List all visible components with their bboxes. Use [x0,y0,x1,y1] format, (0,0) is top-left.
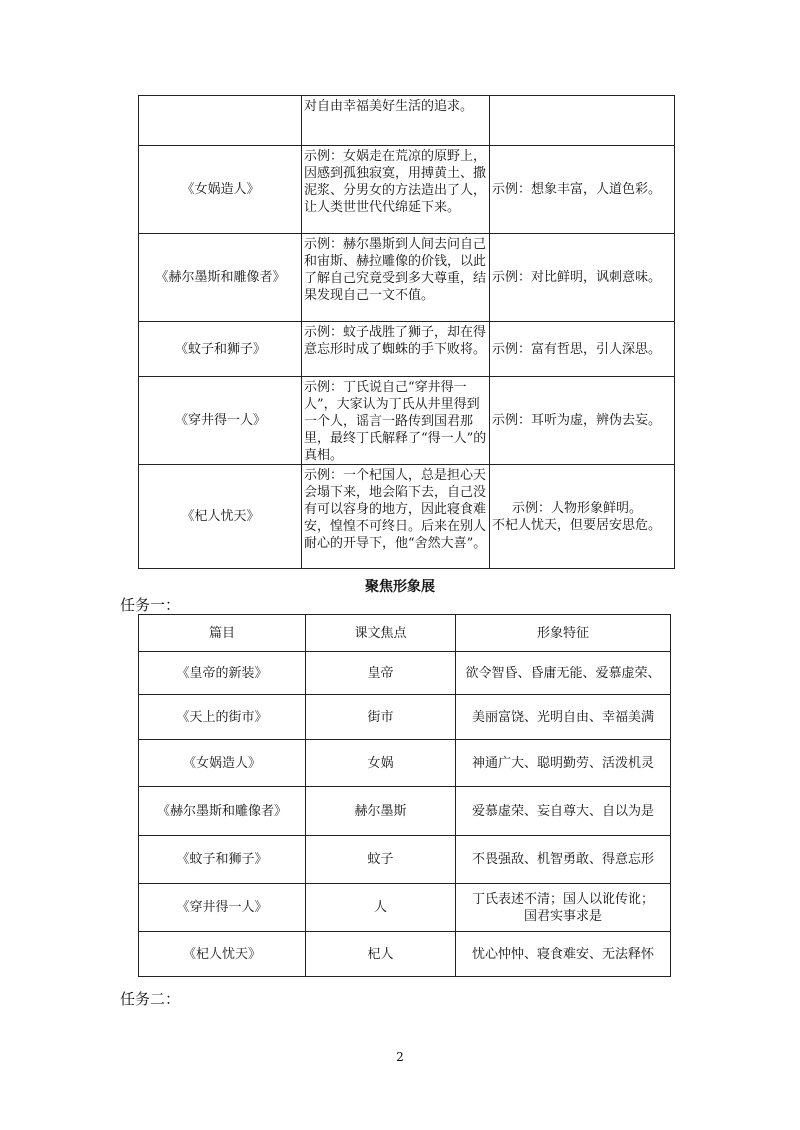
column-header: 篇目 [139,615,306,652]
trait-cell: 神通广大、聪明勤劳、活泼机灵 [456,740,671,787]
focus-cell: 街市 [306,695,456,740]
table-row [139,377,675,465]
trait-cell: 忧心忡忡、寝食难安、无法释怀 [456,932,671,977]
column-header: 形象特征 [456,615,671,652]
title-cell: 《杞人忧天》 [139,932,306,977]
table-row [139,234,675,322]
focus-cell: 赫尔墨斯 [306,787,456,836]
story-feature-cell [490,465,675,569]
table-row [139,884,671,932]
focus-cell: 女娲 [306,740,456,787]
feature-line: 不杞人忧天，但要居安思危。 [492,517,662,533]
column-header: 课文焦点 [306,615,456,652]
table-row [139,322,675,377]
story-title-cell: 《女娲造人》 [139,146,302,234]
story-title-cell: 《蚊子和狮子》 [139,322,302,377]
trait-line: 丁氏表述不清；国人以讹传讹； [471,891,654,907]
story-feature-cell: 示例：对比鲜明，讽刺意味。 [490,234,675,322]
story-content-cell: 示例：女娲走在荒凉的原野上，因感到孤独寂寞，用搏黄土、撒泥浆、分男女的方法造出了人，让人类世世代代绵延下来。 [302,146,490,234]
trait-cell: 爱慕虚荣、妄自尊大、自以为是 [456,787,671,836]
table-row [139,836,671,884]
title-cell: 《赫尔墨斯和雕像者》 [139,787,306,836]
story-title-cell: 《杞人忧天》 [139,465,302,569]
table-row [139,652,671,695]
focus-cell: 人 [306,884,456,932]
section-title: 聚焦形象展 [365,579,435,595]
trait-line: 国君实事求是 [523,908,602,924]
image-traits-table [138,614,671,977]
focus-cell: 杞人 [306,932,456,977]
task-one-label: 任务一： [120,596,181,614]
page-number: 2 [396,1050,404,1064]
title-cell: 《天上的街市》 [139,695,306,740]
story-feature-cell [490,96,675,146]
table-row [139,740,671,787]
table-row [139,96,675,146]
story-feature-cell: 示例：耳听为虚，辨伪去妄。 [490,377,675,465]
feature-line: 示例：人物形象鲜明。 [512,500,643,516]
table-row [139,787,671,836]
title-cell: 《穿井得一人》 [139,884,306,932]
trait-cell: 美丽富饶、光明自由、幸福美满 [456,695,671,740]
trait-cell: 欲令智昏、昏庸无能、爱慕虚荣、 [456,652,671,695]
focus-cell: 蚊子 [306,836,456,884]
title-cell: 《女娲造人》 [139,740,306,787]
trait-cell [456,884,671,932]
title-cell: 《皇帝的新装》 [139,652,306,695]
task-two-label: 任务二： [120,990,181,1008]
table-header-row [139,615,671,652]
story-feature-cell: 示例：想象丰富，人道色彩。 [490,146,675,234]
table-row [139,932,671,977]
story-content-cell: 示例：蚊子战胜了狮子，却在得意忘形时成了蜘蛛的手下败将。 [302,322,490,377]
story-content-cell: 对自由幸福美好生活的追求。 [302,96,490,146]
title-cell: 《蚊子和狮子》 [139,836,306,884]
story-summary-table [138,95,675,569]
trait-cell: 不畏强敌、机智勇敢、得意忘形 [456,836,671,884]
story-content-cell: 示例：赫尔墨斯到人间去问自己和宙斯、赫拉雕像的价钱，以此了解自己究竟受到多大尊重，结果发现自己一文不值。 [302,234,490,322]
story-content-cell: 示例：丁氏说自己“穿井得一人”，大家认为丁氏从井里得到一个人，谣言一路传到国君那里，最终丁氏解释了“得一人”的真相。 [302,377,490,465]
story-title-cell: 《穿井得一人》 [139,377,302,465]
focus-cell: 皇帝 [306,652,456,695]
table-row [139,695,671,740]
table-row [139,146,675,234]
table-row [139,465,675,569]
story-feature-cell: 示例：富有哲思，引人深思。 [490,322,675,377]
story-title-cell: 《赫尔墨斯和雕像者》 [139,234,302,322]
story-content-cell: 示例：一个杞国人，总是担心天会塌下来，地会陷下去，自己没有可以容身的地方，因此寝食难安，惶惶不可终日。后来在别人耐心的开导下，他“舍然大喜”。 [302,465,490,569]
story-title-cell [139,96,302,146]
